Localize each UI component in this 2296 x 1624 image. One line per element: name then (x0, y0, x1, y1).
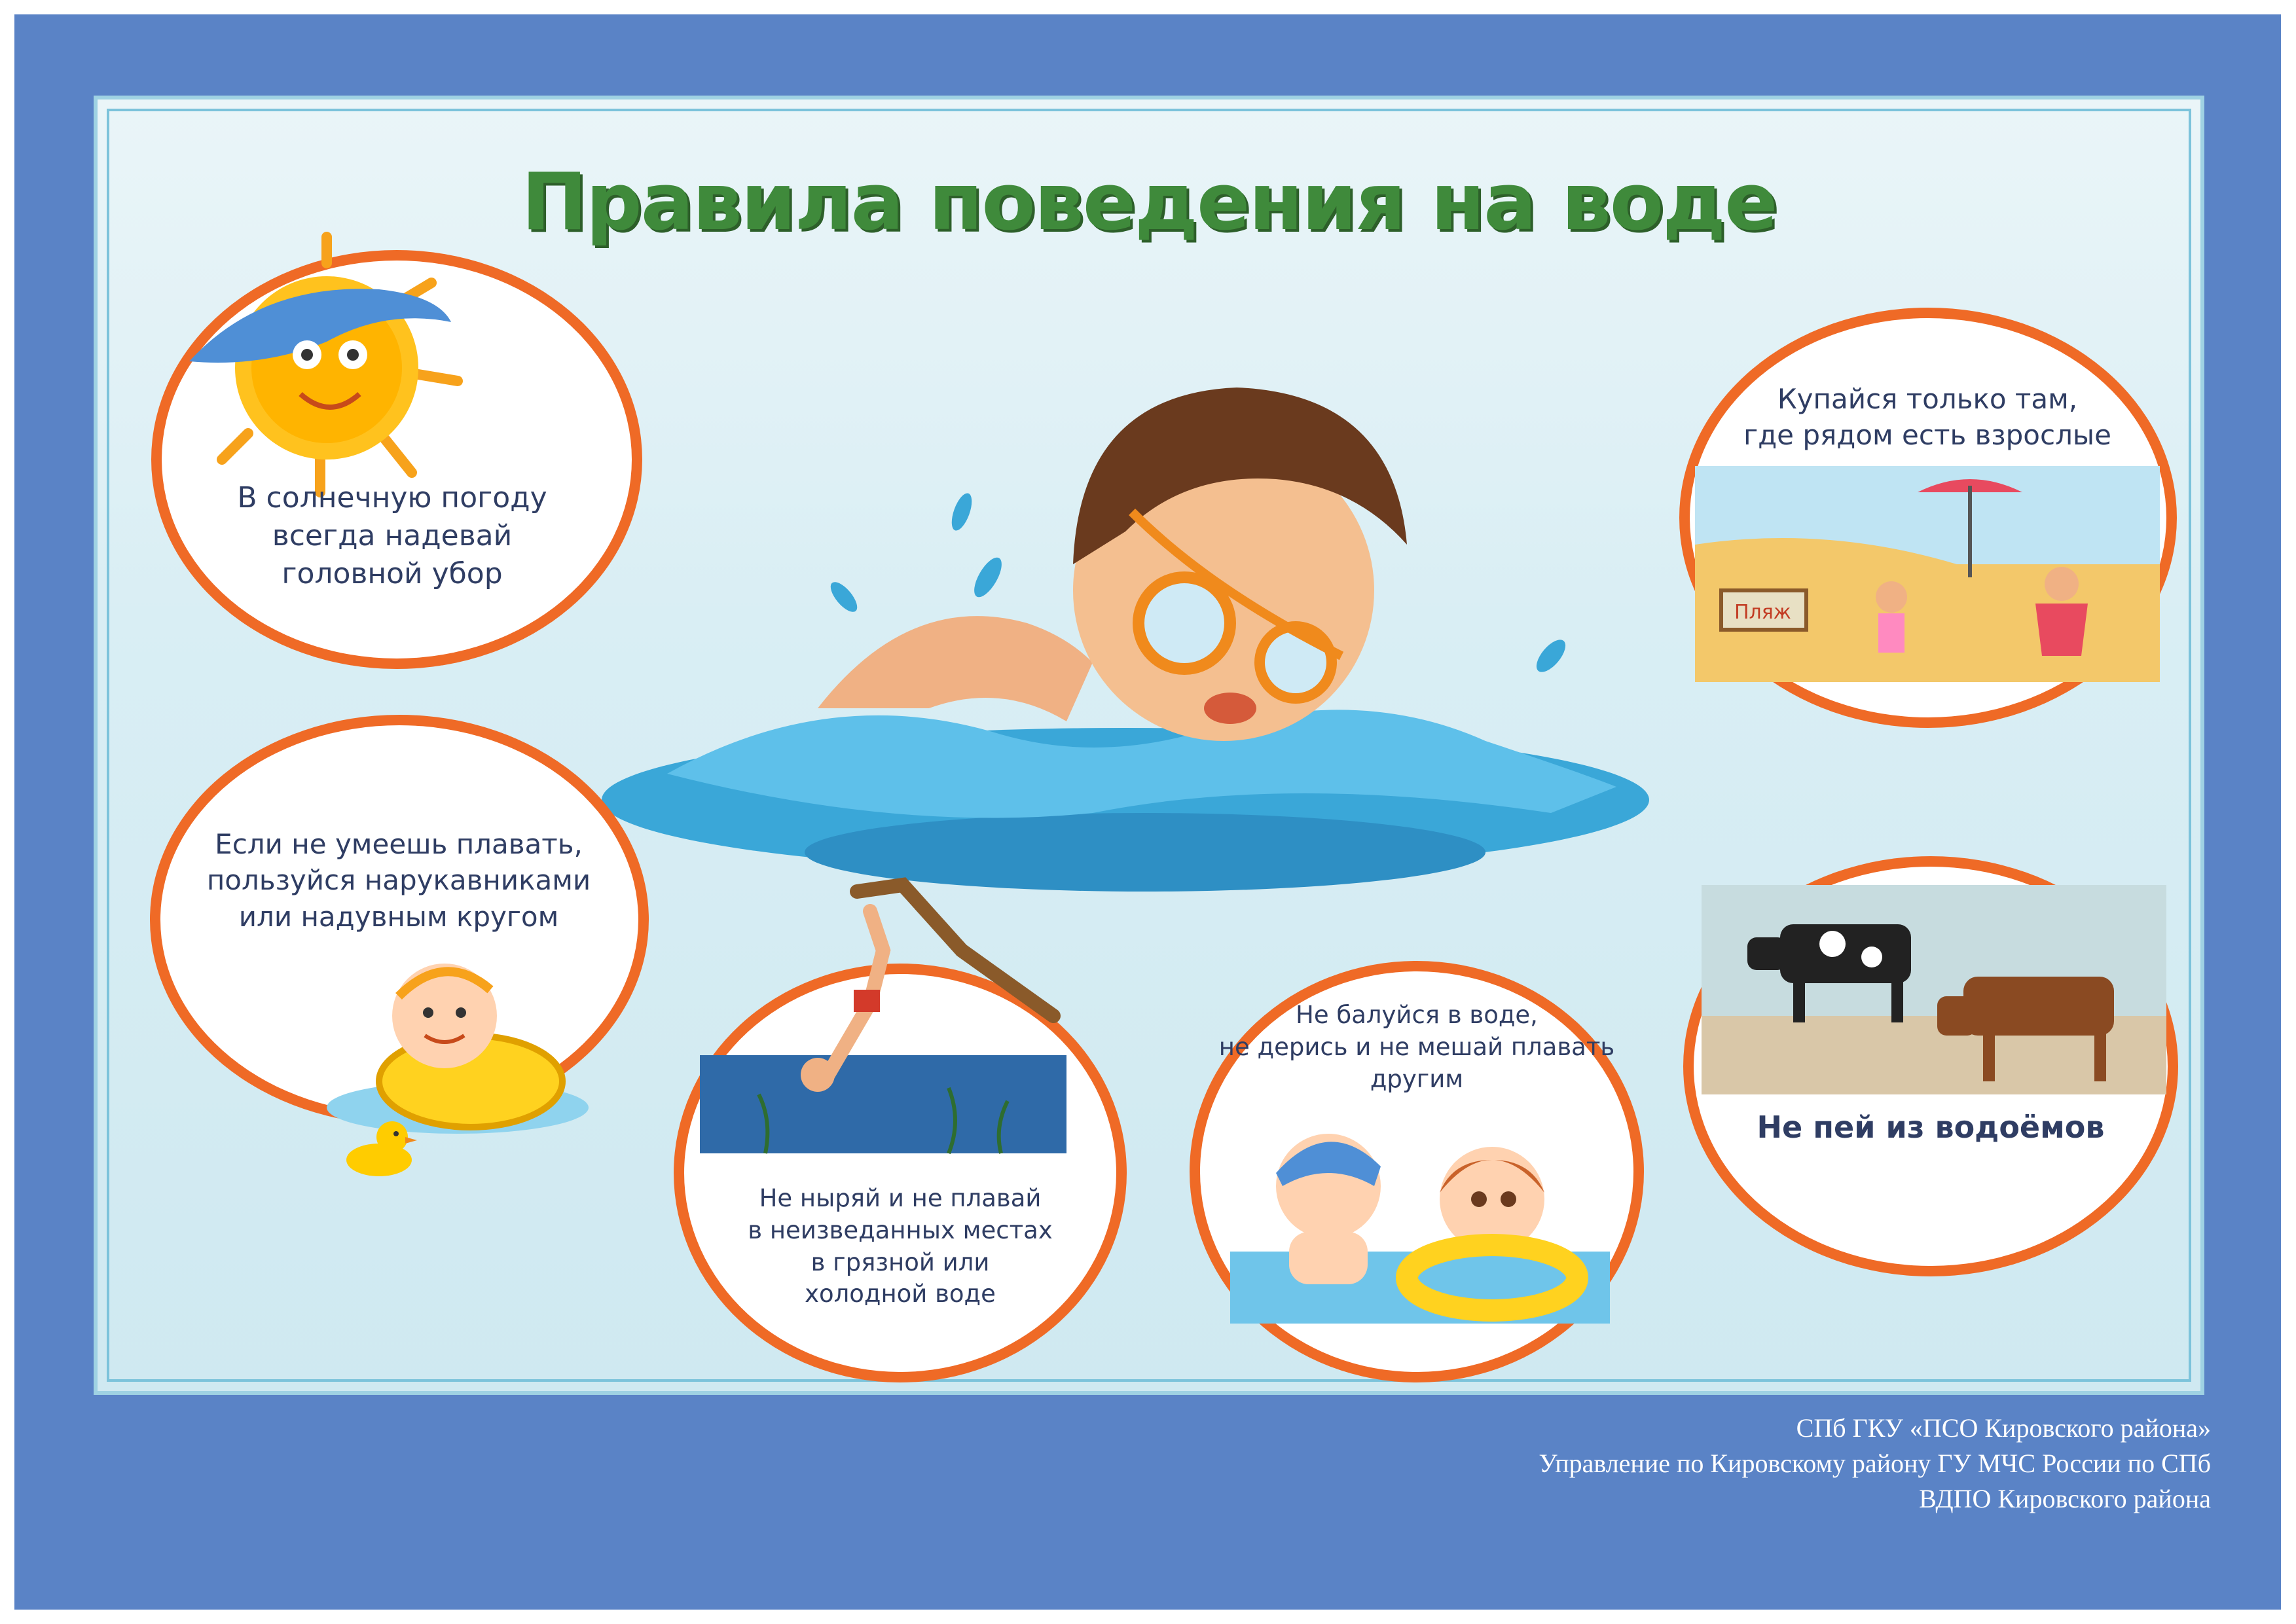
rule-diving-line: Не ныряй и не плавай (759, 1184, 1042, 1212)
rule-armbands-line: или надувным кругом (238, 900, 559, 933)
rule-armbands-line: пользуйся нарукавниками (206, 864, 591, 897)
beach-sign-text: Пляж (1734, 601, 1791, 624)
footer-line: Управление по Кировскому району ГУ МЧС России по СПб (1539, 1449, 2211, 1478)
rule-sun-hat-line: головной убор (282, 557, 503, 591)
rule-no-fighting-text (1204, 1000, 1630, 1095)
rule-diving-line: в грязной или (811, 1248, 990, 1276)
poster (94, 96, 2204, 1395)
rule-adults-text (1695, 381, 2160, 454)
rule-adults-line: где рядом есть взрослые (1743, 419, 2111, 452)
rule-diving-line: холодной воде (805, 1280, 996, 1308)
rule-sun-hat-line: всегда надевай (272, 519, 513, 553)
cows-icon (1702, 885, 2166, 1094)
rule-no-drinking-text: Не пей из водоёмов (1757, 1110, 2105, 1145)
beach-scene-icon (1695, 466, 2160, 682)
kids-in-water-icon (1230, 1088, 1610, 1324)
rule-armbands-line: Если не умеешь плавать, (215, 828, 583, 860)
rule-no-fighting-line: другим (1370, 1064, 1464, 1093)
diver-icon (687, 872, 1106, 1153)
rule-adults-line: Купайся только там, (1777, 383, 2078, 415)
sun-with-hat-icon (163, 230, 530, 505)
rule-diving-line: в неизведанных местах (748, 1216, 1053, 1244)
rule-diving-text (700, 1183, 1101, 1310)
rule-sun-hat-line: В солнечную погоду (237, 481, 547, 514)
footer-credits (1539, 1411, 2211, 1517)
footer-line: ВДПО Кировского района (1919, 1484, 2211, 1513)
rule-armbands-text (170, 826, 628, 935)
footer-line: СПб ГКУ «ПСО Кировского района» (1796, 1413, 2211, 1443)
rule-sun-hat-text (176, 479, 608, 593)
rule-no-fighting-line: не дерись и не мешай плавать (1218, 1032, 1615, 1061)
duck-icon (340, 1114, 418, 1180)
page-title: Правила поведения на воде (521, 157, 1777, 248)
rule-no-fighting-line: Не балуйся в воде, (1296, 1001, 1538, 1029)
